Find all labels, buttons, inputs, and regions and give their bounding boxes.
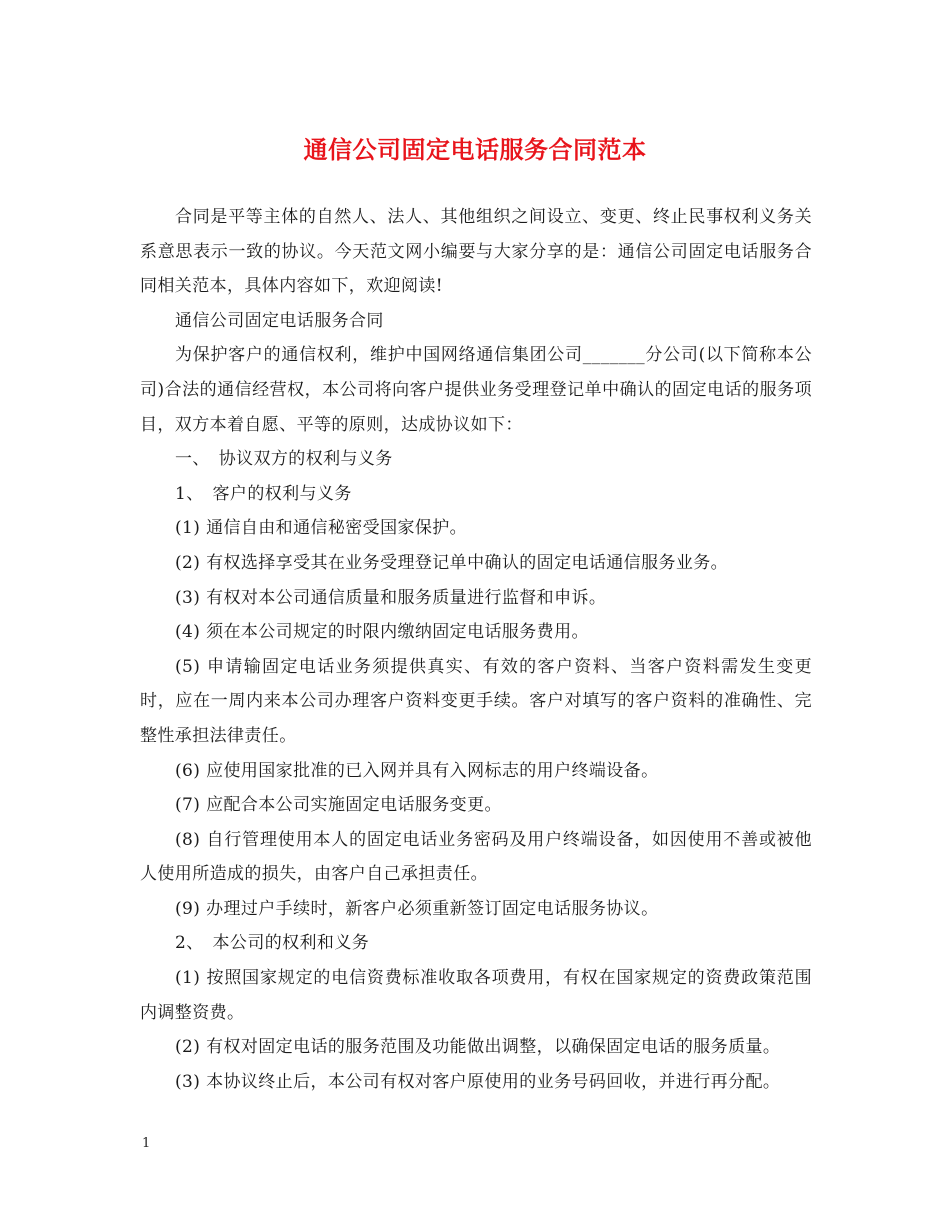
section-heading-1: 一、 协议双方的权利与义务	[175, 449, 393, 470]
document-title: 通信公司固定电话服务合同范本	[303, 135, 647, 164]
list-item-customer-2: (2) 有权选择享受其在业务受理登记单中确认的固定电话通信服务业务。	[175, 552, 729, 573]
list-item-customer-1: (1) 通信自由和通信秘密受国家保护。	[175, 518, 468, 539]
list-item-customer-7: (7) 应配合本公司实施固定电话服务变更。	[175, 795, 502, 816]
list-item-customer-4: (4) 须在本公司规定的时限内缴纳固定电话服务费用。	[175, 622, 589, 643]
preamble-paragraph: 为保护客户的通信权利，维护中国网络通信集团公司_______分公司(以下简称本公司)合法的通信经营权，本公司将向客户提供业务受理登记单中确认的固定电话的服务项目，双方本着自愿、平等的原则，达成协议如下：	[140, 345, 812, 435]
document-body	[140, 200, 812, 1099]
list-item-company-2: (2) 有权对固定电话的服务范围及功能做出调整，以确保固定电话的服务质量。	[175, 1037, 781, 1058]
list-item-customer-6: (6) 应使用国家批准的已入网并具有入网标志的用户终端设备。	[175, 760, 659, 781]
page-number: 1	[142, 1136, 151, 1151]
intro-paragraph: 合同是平等主体的自然人、法人、其他组织之间设立、变更、终止民事权利义务关系意思表示一致的协议。今天范文网小编要与大家分享的是：通信公司固定电话服务合同相关范本，具体内容如下，欢迎阅读!	[140, 207, 812, 297]
list-item-company-3: (3) 本协议终止后，本公司有权对客户原使用的业务号码回收，并进行再分配。	[175, 1071, 781, 1092]
list-item-customer-9: (9) 办理过户手续时，新客户必须重新签订固定电话服务协议。	[175, 898, 659, 919]
list-item-customer-3: (3) 有权对本公司通信质量和服务质量进行监督和申诉。	[175, 587, 607, 608]
subsection-heading-customer: 1、 客户的权利与义务	[175, 483, 352, 504]
list-item-company-1: (1) 按照国家规定的电信资费标准收取各项费用，有权在国家规定的资费政策范围内调整资费。	[140, 968, 812, 1023]
list-item-customer-5: (5) 申请输固定电话业务须提供真实、有效的客户资料、当客户资料需发生变更时，应在一周内来本公司办理客户资料变更手续。客户对填写的客户资料的准确性、完整性承担法律责任。	[140, 656, 812, 746]
contract-heading: 通信公司固定电话服务合同	[175, 310, 384, 331]
subsection-heading-company: 2、 本公司的权利和义务	[175, 933, 370, 954]
list-item-customer-8: (8) 自行管理使用本人的固定电话业务密码及用户终端设备，如因使用不善或被他人使用所造成的损失，由客户自己承担责任。	[140, 829, 812, 885]
